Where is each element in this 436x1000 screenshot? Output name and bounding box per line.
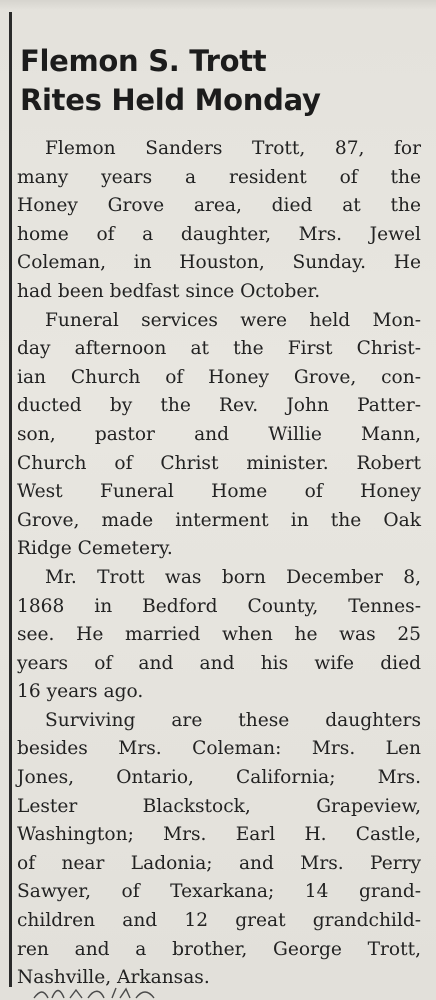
article-body — [17, 135, 421, 993]
text-line: of near Ladonia; and Mrs. Perry — [17, 852, 421, 874]
text-line: Sawyer, of Texarkana; 14 grand- — [17, 881, 421, 903]
handwritten-mark — [30, 986, 210, 1000]
text-line: ian Church of Honey Grove, con- — [17, 366, 421, 388]
text-line: Lester Blackstock, Grapeview, — [17, 795, 421, 817]
text-line: Funeral services were held Mon- — [45, 309, 421, 331]
text-line: home of a daughter, Mrs. Jewel — [17, 223, 421, 245]
paragraph-3 — [17, 564, 421, 707]
text-line: Surviving are these daughters — [45, 709, 421, 731]
text-line: see. He married when he was 25 — [17, 624, 421, 646]
text-line: son, pastor and Willie Mann, — [17, 423, 421, 445]
text-line: Church of Christ minister. Robert — [17, 452, 421, 474]
text-line: had been bedfast since October. — [17, 280, 321, 302]
headline-line-2: Rites Held Monday — [20, 83, 321, 117]
headline — [20, 42, 420, 120]
text-line: Nashville, Arkansas. — [17, 967, 210, 989]
text-line: 1868 in Bedford County, Tennes- — [17, 595, 421, 617]
text-line: Grove, made interment in the Oak — [17, 509, 421, 531]
text-line: 16 years ago. — [17, 681, 144, 703]
text-line: years of and and his wife died — [17, 652, 421, 674]
text-line: children and 12 great grandchild- — [17, 910, 421, 932]
text-line: day afternoon at the First Christ- — [17, 338, 421, 360]
text-line: ducted by the Rev. John Patter- — [17, 395, 421, 417]
text-line: Honey Grove area, died at the — [17, 195, 421, 217]
text-line: besides Mrs. Coleman: Mrs. Len — [17, 738, 421, 760]
paragraph-1 — [17, 135, 421, 307]
text-line: West Funeral Home of Honey — [17, 481, 421, 503]
headline-line-1: Flemon S. Trott — [20, 44, 267, 78]
paper-edge — [0, 0, 436, 10]
paragraph-4 — [17, 707, 421, 993]
paragraph-2 — [17, 307, 421, 564]
text-line: Mr. Trott was born December 8, — [45, 566, 421, 588]
text-line: Washington; Mrs. Earl H. Castle, — [17, 824, 421, 846]
text-line: Jones, Ontario, California; Mrs. — [17, 767, 421, 789]
text-line: Flemon Sanders Trott, 87, for — [45, 138, 421, 159]
text-line: Coleman, in Houston, Sunday. He — [17, 252, 421, 274]
text-line: ren and a brother, George Trott, — [17, 938, 421, 960]
column-rule — [9, 12, 12, 987]
text-line: many years a resident of the — [17, 166, 421, 188]
text-line: Ridge Cemetery. — [17, 538, 173, 560]
